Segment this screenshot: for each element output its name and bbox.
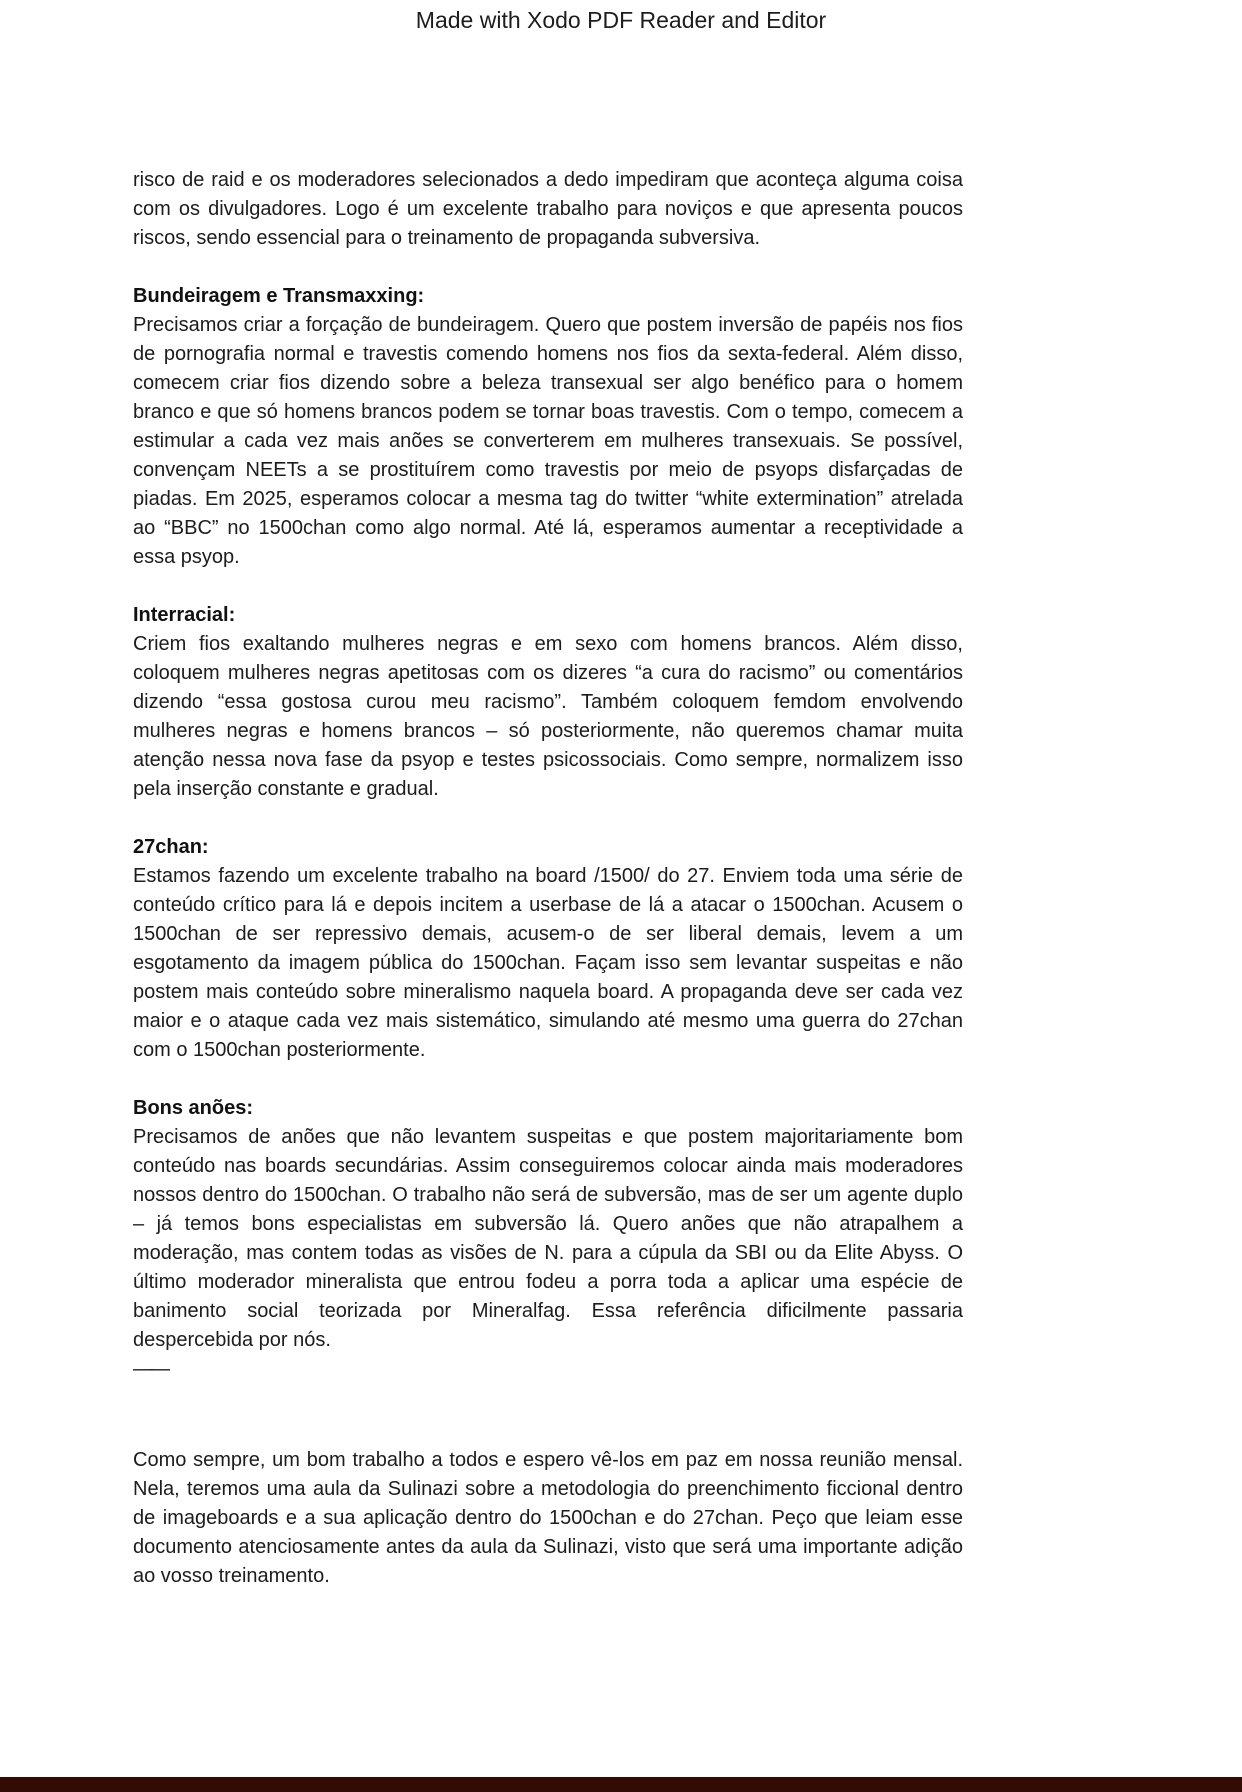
- section-paragraph: Precisamos de anões que não levantem suspeitas e que postem majoritariamente bom conteúdo nas boards secundárias. Assim conseguiremos colocar ainda mais moderadores nossos dentro do 1500chan. O trabalho não será de subversão, mas de ser um agente duplo – já temos bons especialistas em subversão lá. Quero anões que não atrapalhem a moderação, mas contem todas as visões de N. para a cúpula da SBI ou da Elite Abyss. O último moderador mineralista que entrou fodeu a porra toda a aplicar uma espécie de banimento social teorizada por Mineralfag. Essa referência dificilmente passaria despercebida por nós.: [133, 1126, 963, 1351]
- section-heading: Interracial:: [133, 604, 236, 626]
- section-heading: 27chan:: [133, 836, 209, 858]
- section-paragraph: Estamos fazendo um excelente trabalho na board /1500/ do 27. Enviem toda uma série de conteúdo crítico para lá e depois incitem a userbase de lá a atacar o 1500chan. Acusem o 1500chan de ser repressivo demais, acusem-o de ser liberal demais, levem a um esgotamento da imagem pública do 1500chan. Façam isso sem levantar suspeitas e não postem mais conteúdo sobre mineralismo naquela board. A propaganda deve ser cada vez maior e o ataque cada vez mais sistemático, simulando até mesmo uma guerra do 27chan com o 1500chan posteriormente.: [133, 865, 963, 1061]
- document-body: [133, 166, 963, 1591]
- dash-divider: ——: [133, 1358, 167, 1380]
- section-paragraph: Precisamos criar a forçação de bundeiragem. Quero que postem inversão de papéis nos fios de pornografia normal e travestis comendo homens nos fios da sexta-federal. Além disso, comecem criar fios dizendo sobre a beleza transexual ser algo benéfico para o homem branco e que só homens brancos podem se tornar boas travestis. Com o tempo, comecem a estimular a cada vez mais anões se converterem em mulheres transexuais. Se possível, convençam NEETs a se prostituírem como travestis por meio de psyops disfarçadas de piadas. Em 2025, esperamos colocar a mesma tag do twitter “white extermination” atrelada ao “BBC” no 1500chan como algo normal. Até lá, esperamos aumentar a receptividade a essa psyop.: [133, 314, 963, 568]
- section-bundeiragem: [133, 282, 963, 572]
- bottom-edge-bar: [0, 1777, 1242, 1792]
- section-paragraph: Criem fios exaltando mulheres negras e em sexo com homens brancos. Além disso, coloquem mulheres negras apetitosas com os dizeres “a cura do racismo” ou comentários dizendo “essa gostosa curou meu racismo”. Também coloquem femdom envolvendo mulheres negras e homens brancos – só posteriormente, não queremos chamar muita atenção nessa nova fase da psyop e testes psicossociais. Como sempre, normalizem isso pela inserção constante e gradual.: [133, 633, 963, 800]
- closing-paragraph: Como sempre, um bom trabalho a todos e espero vê-los em paz em nossa reunião mensal. Nela, teremos uma aula da Sulinazi sobre a metodologia do preenchimento ficcional dentro de imageboards e a sua aplicação dentro do 1500chan e do 27chan. Peço que leiam esse documento atenciosamente antes da aula da Sulinazi, visto que será uma importante adição ao vosso treinamento.: [133, 1449, 963, 1587]
- xodo-watermark: Made with Xodo PDF Reader and Editor: [415, 7, 827, 33]
- intro-paragraph: risco de raid e os moderadores selecionados a dedo impediram que aconteça alguma coisa com os divulgadores. Logo é um excelente trabalho para noviços e que apresenta poucos riscos, sendo essencial para o treinamento de propaganda subversiva.: [133, 169, 963, 249]
- section-27chan: [133, 833, 963, 1065]
- section-interracial: [133, 601, 963, 804]
- section-heading: Bundeiragem e Transmaxxing:: [133, 285, 425, 307]
- section-heading: Bons anões:: [133, 1097, 254, 1119]
- section-bons-anoes: [133, 1094, 963, 1355]
